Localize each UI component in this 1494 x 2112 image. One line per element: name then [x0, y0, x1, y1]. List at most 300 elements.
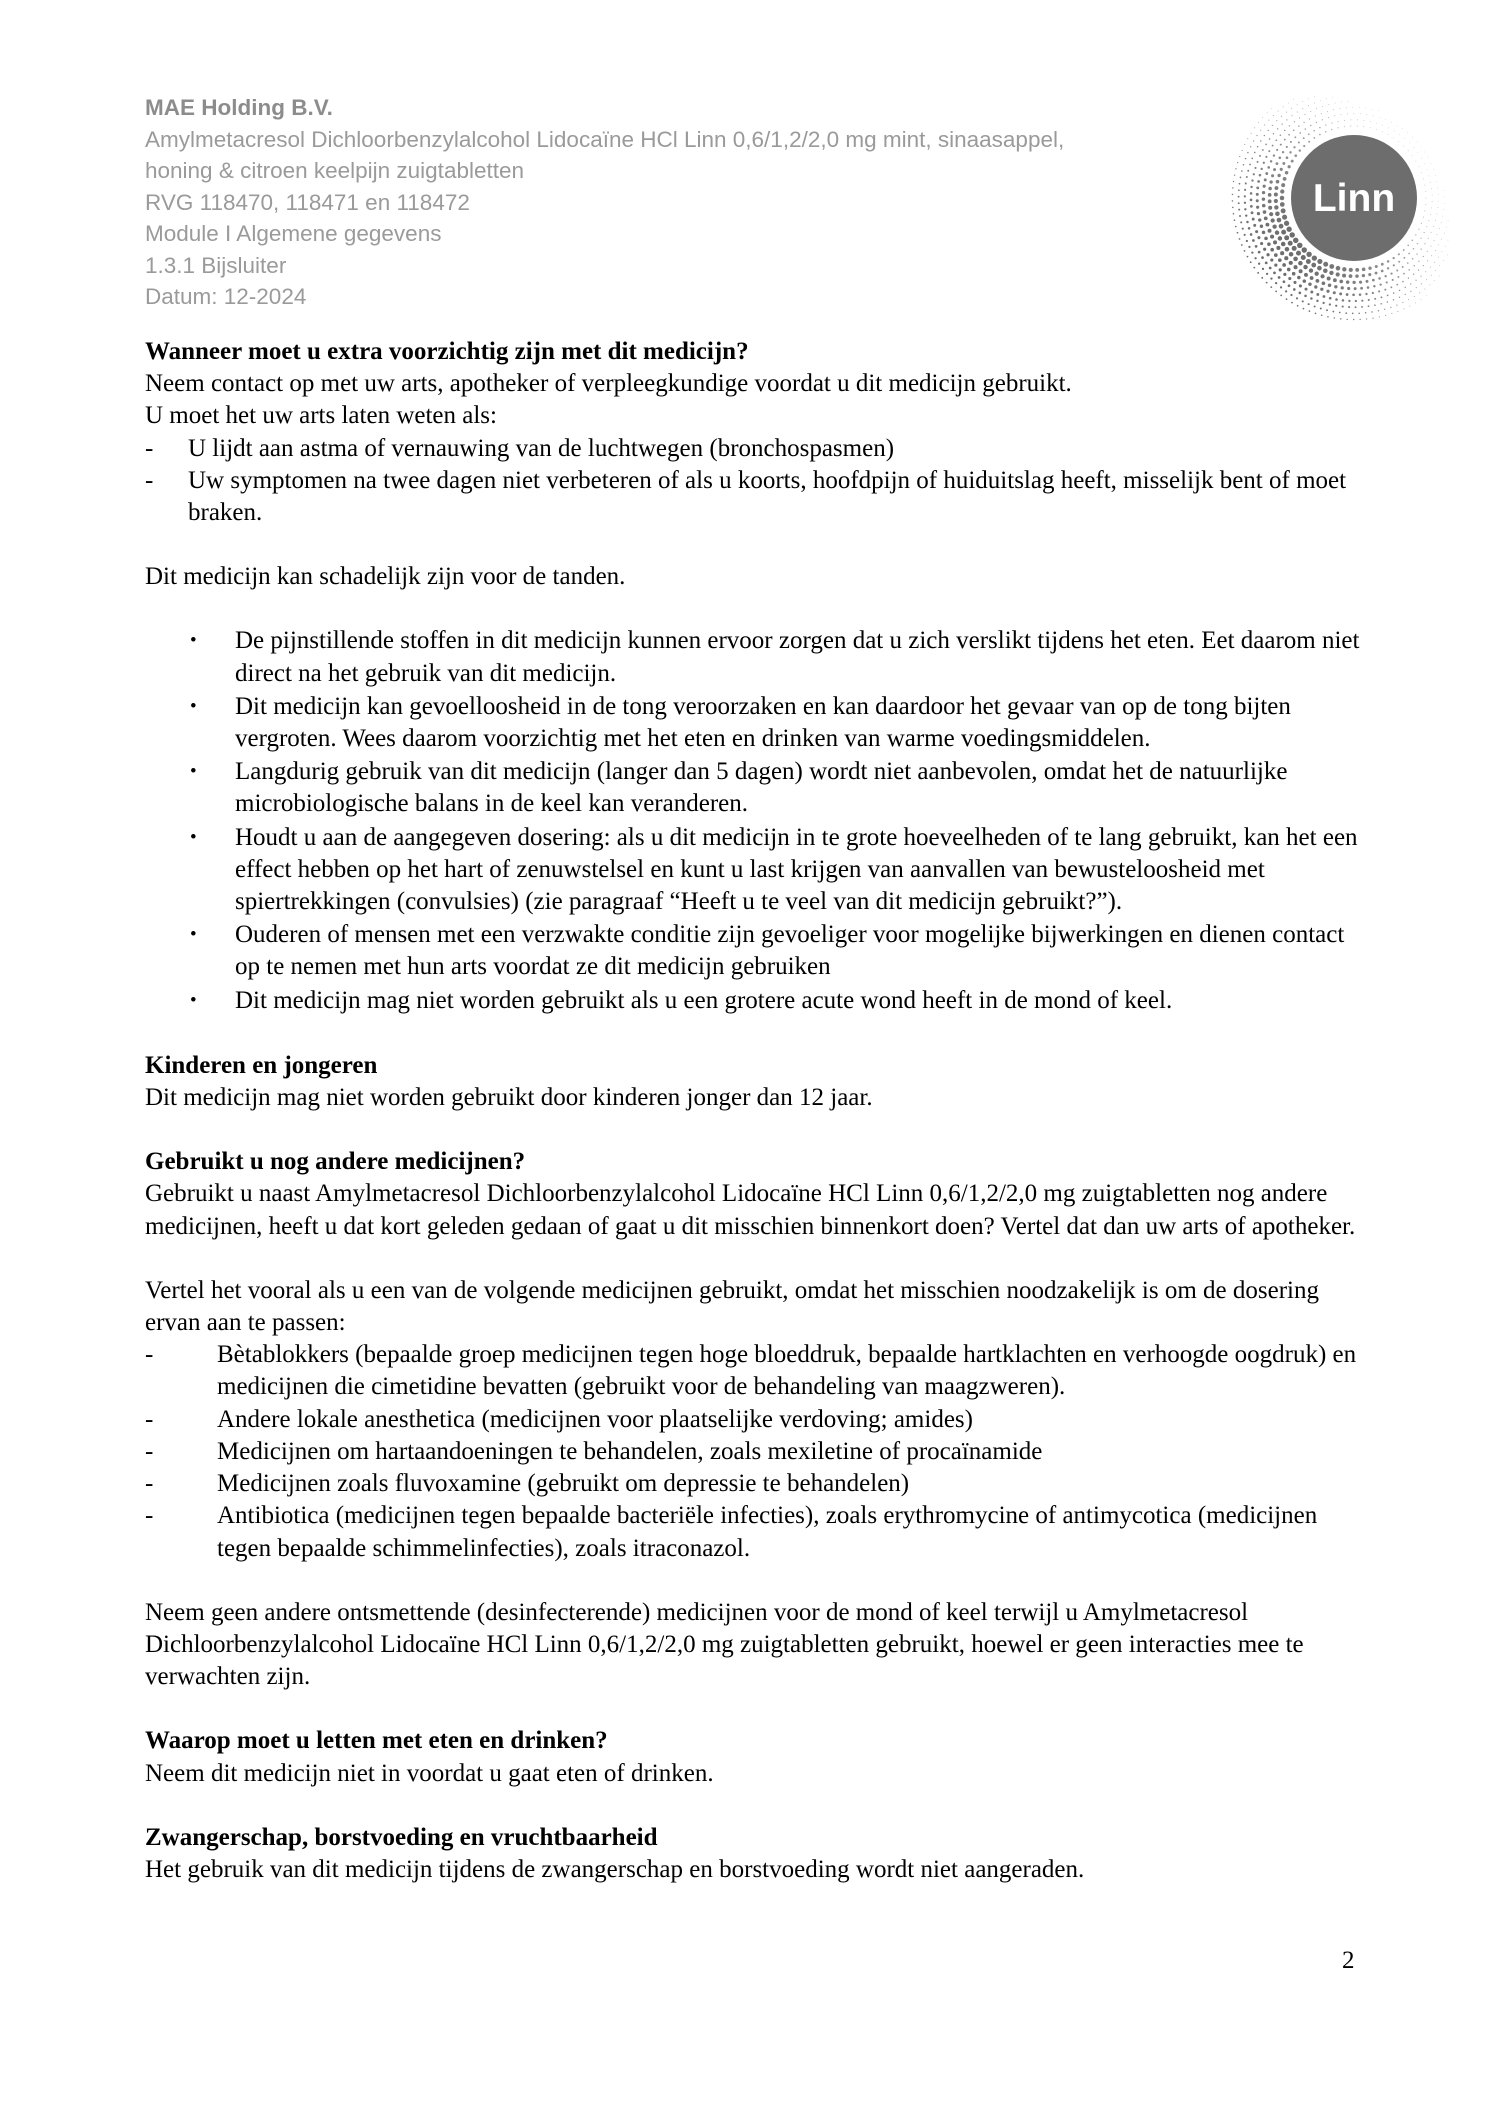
logo-dot [1287, 268, 1291, 272]
logo-dot [1328, 283, 1332, 287]
logo-dot [1316, 108, 1317, 109]
logo-dot [1282, 162, 1285, 165]
logo-dot [1275, 139, 1277, 141]
logo-dot [1277, 218, 1282, 223]
logo-dot [1277, 174, 1280, 177]
logo-dot [1424, 152, 1425, 153]
logo-dot [1237, 232, 1239, 234]
logo-dot [1248, 227, 1251, 230]
logo-dot [1238, 202, 1240, 204]
logo-dot [1281, 242, 1286, 247]
logo-dot [1412, 258, 1414, 260]
logo-dot [1308, 105, 1309, 106]
logo-dot [1331, 122, 1332, 123]
logo-dot [1448, 221, 1449, 222]
logo-dot [1297, 305, 1299, 307]
logo-dot [1323, 268, 1328, 273]
logo-dot [1363, 120, 1364, 121]
list-item-text: De pijnstillende stoffen in dit medicijn kunnen ervoor zorgen dat u zich verslikt tijdens het eten. Eet daarom niet direct na het gebruik van dit medicijn. [235, 627, 1360, 687]
logo-dot [1274, 263, 1277, 266]
logo-dot [1385, 119, 1386, 120]
product-name-line-2: honing & citroen keelpijn zuigtabletten [145, 158, 525, 183]
logo-dot [1292, 246, 1297, 251]
list-item-text: Medicijnen om hartaandoeningen te behandelen, zoals mexiletine of procaïnamide [217, 1437, 1043, 1465]
logo-dot [1424, 289, 1425, 290]
logo-dot [1438, 244, 1439, 245]
logo-dot [1445, 246, 1446, 247]
list-item [145, 1468, 1360, 1500]
logo-dot [1278, 276, 1281, 279]
list-item [145, 691, 1360, 755]
logo-dot [1283, 177, 1287, 181]
logo-dot [1315, 313, 1317, 315]
logo-dot [1273, 133, 1275, 135]
logo-dot [1256, 193, 1259, 196]
logo-dot [1444, 197, 1445, 198]
logo-dot [1303, 145, 1305, 147]
logo-dot [1372, 318, 1373, 319]
logo-dot [1352, 281, 1355, 284]
logo-dot [1398, 261, 1400, 263]
list-item [145, 756, 1360, 820]
logo-dot [1332, 311, 1334, 313]
logo-dot [1302, 108, 1303, 109]
logo-dot [1245, 214, 1247, 216]
logo-dot [1358, 312, 1360, 314]
logo-dot [1269, 180, 1272, 183]
logo-dot [1372, 279, 1375, 282]
logo-dot [1293, 281, 1296, 284]
logo-dot [1278, 111, 1279, 112]
logo-dot [1325, 131, 1327, 133]
logo-dot [1244, 208, 1246, 210]
logo-dot [1344, 126, 1345, 127]
logo-dot [1284, 130, 1286, 132]
logo-dot [1272, 145, 1274, 147]
logo-dot [1276, 162, 1279, 165]
logo-dot [1317, 266, 1322, 271]
product-name-line-1: Amylmetacresol Dichloorbenzylalcohol Lidocaïne HCl Linn 0,6/1,2/2,0 mg mint, sinaasappel, [145, 126, 1065, 152]
logo-dot [1442, 216, 1443, 217]
logo-dot [1331, 129, 1332, 130]
teeth-warning: Dit medicijn kan schadelijk zijn voor de tanden. [145, 563, 626, 591]
logo-dot [1433, 169, 1434, 170]
logo-dot [1359, 293, 1362, 296]
logo-dot [1446, 227, 1447, 228]
logo-dot [1293, 288, 1296, 291]
logo-dot [1393, 137, 1394, 138]
logo-dot [1250, 205, 1253, 208]
logo-dot [1378, 277, 1381, 280]
logo-dot [1390, 307, 1391, 308]
logo-dot [1308, 303, 1310, 305]
dash-marker: - [145, 434, 154, 462]
logo-dot [1239, 183, 1241, 185]
registration-numbers: RVG 118470, 118471 en 118472 [145, 189, 470, 215]
logo-dot [1247, 170, 1249, 172]
logo-dot [1352, 313, 1354, 315]
logo-dot [1274, 193, 1278, 197]
logo-dot [1372, 109, 1373, 110]
caution-dash-list [145, 433, 1360, 530]
logo-dot [1319, 134, 1321, 136]
logo-dot [1271, 174, 1274, 177]
logo-dot [1430, 267, 1431, 268]
logo-dot [1413, 265, 1414, 266]
logo-dot [1305, 288, 1308, 291]
logo-dot [1282, 151, 1284, 153]
logo-dot [1306, 252, 1311, 257]
logo-dot [1378, 110, 1379, 111]
logo-dot [1355, 274, 1359, 278]
logo-dot [1379, 283, 1381, 285]
logo-dot [1423, 217, 1424, 218]
logo-dot [1437, 188, 1438, 189]
heading-children: Kinderen en jongeren [145, 1051, 378, 1079]
logo-dot [1298, 261, 1303, 266]
logo-dot [1403, 308, 1404, 309]
logo-dot [1299, 149, 1301, 151]
logo-dot [1280, 286, 1282, 288]
logo-dot [1265, 172, 1268, 175]
logo-dot [1291, 302, 1293, 304]
logo-dot [1247, 138, 1248, 139]
children-text: Dit medicijn mag niet worden gebruikt door kinderen jonger dan 12 jaar. [145, 1084, 873, 1112]
logo-dot [1238, 196, 1240, 198]
logo-dot [1403, 257, 1405, 259]
logo-dot [1276, 120, 1277, 121]
logo-dot [1420, 238, 1421, 239]
logo-dot [1367, 286, 1370, 289]
logo-text: Linn [1312, 177, 1396, 220]
logo-dot [1297, 243, 1303, 249]
logo-dot [1275, 212, 1280, 217]
logo-dot [1432, 201, 1433, 202]
logo-dot [1263, 210, 1267, 214]
logo-dot [1279, 157, 1282, 160]
logo-dot [1413, 147, 1414, 148]
logo-dot [1380, 296, 1382, 298]
logo-dot [1426, 295, 1427, 296]
logo-dot [1408, 277, 1410, 279]
logo-dot [1247, 152, 1248, 153]
logo-dot [1393, 292, 1395, 294]
list-item-text: Medicijnen zoals fluvoxamine (gebruikt om depressie te behandelen) [217, 1470, 910, 1498]
logo-dot [1276, 180, 1280, 184]
logo-dot [1320, 274, 1324, 278]
logo-dot [1262, 197, 1265, 200]
logo-dot [1283, 107, 1284, 108]
logo-dot [1339, 292, 1342, 295]
logo-dot [1366, 280, 1369, 283]
logo-dot [1234, 219, 1236, 221]
logo-dot [1376, 129, 1377, 130]
logo-dot [1339, 280, 1343, 284]
logo-dot [1241, 170, 1243, 172]
list-item-text: Andere lokale anesthetica (medicijnen voor plaatselijke verdoving; amides) [217, 1405, 973, 1433]
logo-dot [1273, 168, 1276, 171]
logo-dot [1403, 146, 1404, 147]
logo-dot [1421, 223, 1422, 224]
logo-dot [1246, 221, 1249, 224]
logo-dot [1257, 161, 1259, 163]
logo-dot [1309, 118, 1310, 119]
logo-dot [1280, 251, 1284, 255]
linn-logo [1228, 72, 1480, 324]
logo-dot [1360, 287, 1363, 290]
logo-dot [1232, 200, 1234, 202]
logo-dot [1417, 152, 1418, 153]
logo-dot [1370, 121, 1371, 122]
logo-dot [1421, 248, 1422, 249]
logo-dot [1270, 160, 1272, 162]
logo-dot [1260, 130, 1261, 131]
logo-dot [1402, 129, 1403, 130]
logo-dot [1308, 98, 1309, 99]
logo-dot [1268, 199, 1272, 203]
list-item [145, 822, 1360, 919]
logo-dot [1270, 258, 1273, 261]
logo-dot [1239, 156, 1240, 157]
logo-dot [1268, 229, 1272, 233]
logo-dot [1342, 306, 1344, 308]
logo-dot [1279, 224, 1284, 229]
logo-dot [1329, 271, 1333, 275]
logo-dot [1390, 286, 1392, 288]
list-item [145, 1339, 1360, 1403]
logo-dot [1326, 309, 1328, 311]
logo-dot [1368, 273, 1371, 276]
logo-dot [1410, 283, 1411, 284]
logo-dot [1435, 220, 1436, 221]
logo-dot [1270, 278, 1272, 280]
logo-dot [1275, 291, 1277, 293]
logo-dot [1398, 253, 1400, 255]
logo-dot [1258, 263, 1260, 265]
logo-dot [1281, 116, 1282, 117]
logo-dot [1360, 113, 1361, 114]
logo-dot [1311, 263, 1316, 268]
logo-dot [1310, 111, 1311, 112]
logo-dot [1286, 298, 1288, 300]
logo-dot [1257, 272, 1259, 274]
logo-dot [1399, 297, 1400, 298]
logo-dot [1282, 215, 1287, 220]
logo-dot [1262, 117, 1263, 118]
logo-dot [1255, 230, 1258, 233]
logo-dot [1342, 299, 1345, 302]
logo-dot [1303, 308, 1305, 310]
logo-dot [1333, 109, 1334, 110]
logo-dot [1272, 125, 1273, 126]
bullet-marker: • [190, 924, 197, 946]
logo-dot [1329, 264, 1334, 269]
logo-dot [1340, 318, 1341, 319]
logo-dot [1365, 108, 1366, 109]
logo-dot [1397, 125, 1398, 126]
logo-dot [1258, 122, 1259, 123]
logo-dot [1336, 266, 1341, 271]
logo-dot [1268, 130, 1269, 131]
logo-dot [1309, 310, 1311, 312]
dash-marker: - [145, 1437, 154, 1465]
logo-dot [1415, 280, 1416, 281]
logo-dot [1368, 299, 1370, 301]
logo-dot [1407, 132, 1408, 133]
logo-dot [1425, 204, 1426, 205]
logo-dot [1262, 204, 1266, 208]
logo-dot [1380, 303, 1382, 305]
logo-dot [1305, 128, 1307, 130]
logo-dot [1240, 221, 1242, 223]
logo-dot [1250, 233, 1253, 236]
logo-dot [1355, 306, 1357, 308]
logo-dot [1275, 282, 1277, 284]
bullet-marker: • [190, 630, 197, 652]
list-item-text: Bètablokkers (bepaalde groep medicijnen tegen hoge bloeddruk, bepaalde hartklachten en verhoogde oogdruk) en medicijnen die cimetidine bevatten (gebruikt voor de behandeling van maagzweren). [217, 1341, 1357, 1401]
logo-dot [1267, 242, 1271, 246]
logo-dot [1251, 252, 1253, 254]
logo-dot [1408, 299, 1409, 300]
logo-dot [1235, 168, 1236, 169]
logo-dot [1431, 163, 1432, 164]
logo-dot [1338, 121, 1339, 122]
logo-dot [1382, 131, 1383, 132]
logo-dot [1245, 182, 1247, 184]
logo-dot [1426, 279, 1427, 280]
logo-dot [1297, 112, 1298, 113]
bullet-marker: • [190, 826, 197, 848]
logo-dot [1437, 207, 1438, 208]
logo-dot [1328, 117, 1329, 118]
logo-dot [1264, 135, 1265, 136]
logo-dot [1237, 162, 1238, 163]
logo-dot [1448, 240, 1449, 241]
logo-dot [1320, 288, 1323, 291]
logo-dot [1314, 285, 1317, 288]
logo-dot [1268, 206, 1272, 210]
logo-dot [1359, 107, 1360, 108]
logo-dot [1425, 191, 1426, 192]
logo-dot [1348, 300, 1350, 302]
logo-dot [1251, 158, 1253, 160]
logo-dot [1268, 150, 1270, 152]
logo-dot [1255, 245, 1258, 248]
logo-dot [1232, 207, 1234, 209]
logo-dot [1391, 313, 1392, 314]
logo-dot [1276, 149, 1278, 151]
logo-dot [1366, 318, 1367, 319]
logo-dot [1329, 303, 1331, 305]
logo-dot [1286, 156, 1289, 159]
logo-dot [1352, 293, 1355, 296]
logo-dot [1408, 150, 1409, 151]
logo-dot [1280, 196, 1285, 201]
logo-dot [1278, 258, 1282, 262]
logo-dot [1297, 276, 1301, 280]
logo-dot [1350, 126, 1351, 127]
logo-dot [1297, 104, 1298, 105]
logo-dot [1402, 302, 1403, 303]
logo-dot [1439, 276, 1440, 277]
logo-dot [1438, 201, 1439, 202]
logo-dot [1232, 187, 1233, 188]
logo-dot [1254, 152, 1256, 154]
logo-dot [1249, 164, 1251, 166]
logo-dot [1277, 128, 1278, 129]
logo-dot [1333, 291, 1336, 294]
logo-dot [1244, 234, 1246, 236]
logo-dot [1233, 181, 1234, 182]
logo-dot [1444, 190, 1445, 191]
logo-dot [1393, 264, 1395, 266]
logo-dot [1254, 127, 1255, 128]
logo-dot [1299, 117, 1300, 118]
logo-dot [1387, 301, 1389, 303]
logo-dot [1239, 238, 1241, 240]
logo-dot [1417, 141, 1418, 142]
logo-dot [1423, 178, 1424, 179]
logo-dot [1397, 311, 1398, 312]
logo-dot [1353, 113, 1354, 114]
heading-food-drink: Waarop moet u letten met eten en drinken? [145, 1727, 608, 1755]
logo-dot [1273, 154, 1275, 156]
logo-dot [1264, 237, 1268, 241]
logo-dot [1361, 300, 1363, 302]
logo-dot [1399, 290, 1401, 292]
logo-dot [1355, 268, 1359, 272]
logo-dot [1428, 220, 1429, 221]
logo-dot [1294, 154, 1297, 157]
logo-dot [1264, 216, 1268, 220]
logo-dot [1415, 234, 1416, 235]
logo-dot [1232, 194, 1233, 195]
logo-dot [1261, 277, 1263, 279]
logo-dot [1289, 261, 1293, 265]
logo-dot [1435, 270, 1436, 271]
logo-dot [1433, 226, 1434, 227]
logo-dot [1286, 119, 1287, 120]
logo-dot [1233, 213, 1235, 215]
logo-dot [1397, 276, 1399, 278]
logo-dot [1335, 298, 1338, 301]
other-medicines-dash-list [145, 1339, 1360, 1564]
logo-dot [1333, 97, 1334, 98]
other-medicines-text-2: Vertel het vooral als u een van de volgende medicijnen gebruikt, omdat het misschien noodzakelijk is om de dosering ervan aan te passen: [145, 1276, 1319, 1337]
logo-dot [1327, 277, 1331, 281]
other-medicines-text-3: Neem geen andere ontsmettende (desinfecterende) medicijnen voor de mond of keel terwijl u Amylmetacresol Dichloorbenzylalcohol Lidocaïne HCl Linn 0,6/1,2/2,0 mg zuigtabletten gebruikt, hoewel er geen interacties mee te verwachten zijn. [145, 1598, 1304, 1691]
logo-dot [1423, 265, 1424, 266]
logo-dot [1447, 255, 1448, 256]
logo-dot [1411, 240, 1413, 242]
logo-dot [1353, 319, 1354, 320]
logo-dot [1424, 210, 1425, 211]
logo-dot [1418, 269, 1419, 270]
list-item [145, 919, 1360, 983]
logo-dot [1342, 274, 1346, 278]
logo-dot [1306, 259, 1311, 264]
logo-dot [1340, 108, 1341, 109]
logo-dot [1252, 218, 1255, 221]
logo-dot [1310, 125, 1311, 126]
logo-dot [1257, 212, 1260, 215]
logo-dot [1423, 256, 1424, 257]
logo-dot [1368, 305, 1370, 307]
logo-dot [1408, 269, 1410, 271]
logo-dot [1308, 133, 1310, 135]
logo-dot [1360, 319, 1361, 320]
logo-dot [1385, 315, 1386, 316]
